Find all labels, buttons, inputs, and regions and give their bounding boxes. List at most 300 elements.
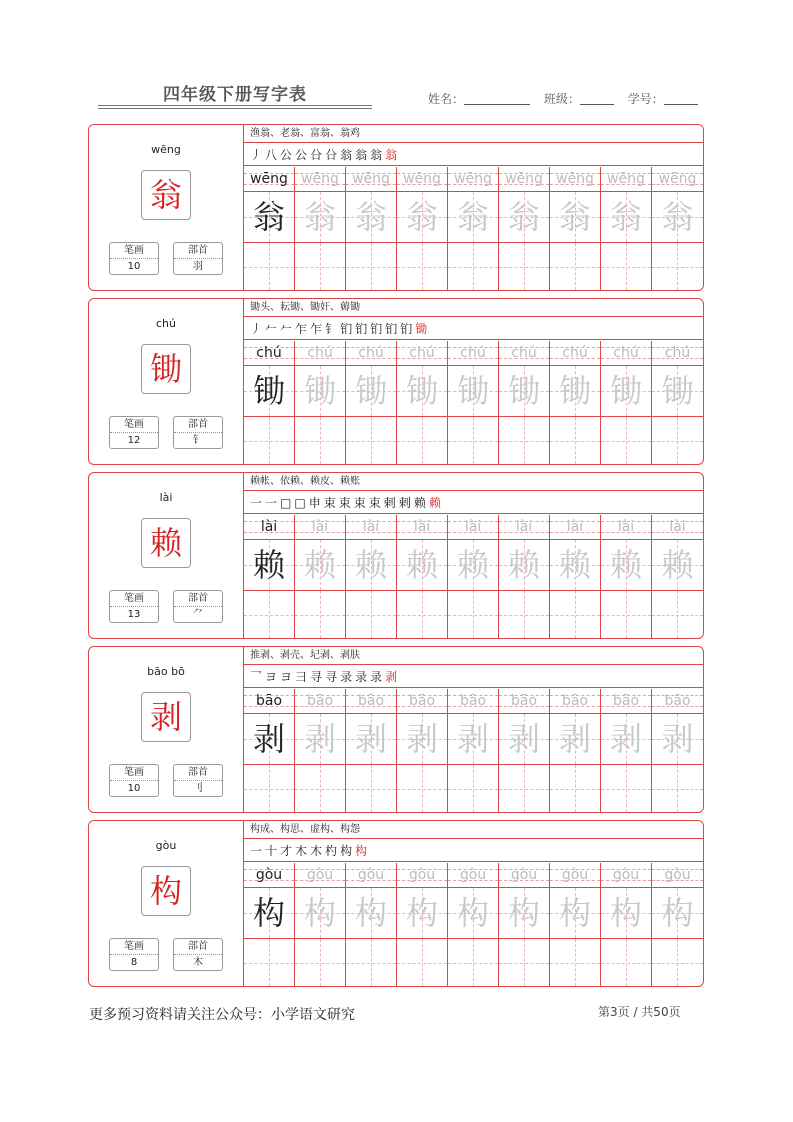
pinyin-trace: gòu — [510, 867, 538, 883]
pinyin-trace: lài — [413, 519, 431, 535]
pinyin-cell[interactable] — [244, 167, 295, 191]
char-trace: 翁 — [303, 198, 336, 236]
stroke-step: 束 — [368, 496, 384, 510]
char-cell[interactable] — [499, 540, 550, 590]
grid-guide — [397, 441, 447, 442]
practice-cell[interactable] — [652, 765, 703, 812]
character-card — [88, 646, 704, 813]
word-examples: 渔翁、老翁、富翁、翁鸡 — [244, 125, 703, 143]
stroke-step: 翁 — [355, 148, 371, 162]
stroke-count-box — [109, 242, 159, 275]
grid-guide — [244, 963, 294, 964]
character-card — [88, 124, 704, 291]
pinyin-cell[interactable] — [448, 341, 499, 365]
character-card — [88, 298, 704, 465]
number-blank[interactable] — [664, 92, 698, 105]
grid-guide — [295, 789, 345, 790]
char-cell[interactable] — [652, 366, 703, 416]
practice-cell[interactable] — [295, 591, 346, 638]
grid-guide — [397, 615, 447, 616]
char-cell[interactable] — [346, 192, 397, 242]
grid-guide — [499, 789, 549, 790]
name-blank[interactable] — [464, 92, 530, 105]
char-trace: 构 — [405, 894, 438, 932]
stroke-step: 木 — [310, 844, 326, 858]
pinyin-cell[interactable] — [652, 167, 703, 191]
stroke-count-value: 10 — [127, 783, 141, 794]
char-cell[interactable] — [346, 540, 397, 590]
char-model: 构 — [252, 894, 285, 932]
stroke-step: 彐 — [295, 670, 311, 684]
practice-cell[interactable] — [346, 591, 397, 638]
char-cell[interactable] — [295, 192, 346, 242]
pinyin-cell[interactable] — [244, 515, 295, 539]
char-trace: 锄 — [354, 372, 387, 410]
stroke-step: 乍 — [310, 322, 326, 336]
name-label: 姓名： — [428, 92, 465, 106]
pinyin-trace: lài — [566, 519, 584, 535]
practice-cell[interactable] — [448, 765, 499, 812]
pinyin-cell[interactable] — [295, 863, 346, 887]
char-cell[interactable] — [499, 714, 550, 764]
char-cell[interactable] — [397, 192, 448, 242]
char-trace-row — [244, 366, 703, 417]
practice-cell[interactable] — [499, 417, 550, 464]
grid-guide — [448, 267, 498, 268]
grid-guide — [499, 267, 549, 268]
pinyin-trace: bāo — [612, 693, 640, 709]
char-cell[interactable] — [244, 714, 295, 764]
char-trace: 赖 — [303, 546, 336, 584]
pinyin-trace: chú — [562, 345, 588, 361]
practice-cell[interactable] — [346, 765, 397, 812]
grid-guide — [244, 789, 294, 790]
radical-box — [173, 938, 223, 971]
pinyin-cell[interactable] — [295, 167, 346, 191]
pinyin-cell[interactable] — [550, 167, 601, 191]
char-cell[interactable] — [499, 888, 550, 938]
radical-value: ⺈ — [193, 609, 203, 620]
char-cell[interactable] — [397, 888, 448, 938]
stroke-order — [244, 492, 703, 514]
practice-cell[interactable] — [346, 417, 397, 464]
stroke-step: 翁 — [340, 148, 356, 162]
pinyin-cell[interactable] — [397, 515, 448, 539]
stroke-step: 丿 — [250, 148, 266, 162]
stroke-step: 一 — [250, 844, 266, 858]
grid-guide — [448, 789, 498, 790]
char-cell[interactable] — [244, 192, 295, 242]
char-cell[interactable] — [346, 714, 397, 764]
pinyin-trace: wēng — [403, 171, 441, 187]
pinyin-trace: lài — [617, 519, 635, 535]
practice-panel — [244, 473, 703, 638]
practice-cell[interactable] — [652, 591, 703, 638]
pinyin-cell[interactable] — [448, 167, 499, 191]
stroke-step: 乛 — [250, 670, 266, 684]
char-pinyin: chú — [156, 317, 176, 330]
pinyin-cell[interactable] — [601, 515, 652, 539]
pinyin-trace: wēng — [658, 171, 697, 187]
char-trace: 剥 — [507, 720, 540, 758]
grid-guide — [499, 441, 549, 442]
char-trace: 构 — [303, 894, 336, 932]
char-info-panel — [89, 299, 244, 464]
stroke-step: 录 — [340, 670, 356, 684]
pinyin-trace: bāo — [357, 693, 385, 709]
pinyin-cell[interactable] — [550, 863, 601, 887]
practice-cell[interactable] — [499, 243, 550, 290]
char-trace: 翁 — [456, 198, 489, 236]
practice-cell[interactable] — [244, 939, 295, 986]
practice-panel — [244, 647, 703, 812]
char-trace: 翁 — [507, 198, 540, 236]
pinyin-row — [244, 689, 703, 714]
stroke-step: 赖 — [413, 496, 429, 510]
practice-cell[interactable] — [244, 591, 295, 638]
grid-guide — [550, 615, 600, 616]
pinyin-row — [244, 341, 703, 366]
char-cell[interactable] — [448, 540, 499, 590]
practice-cell[interactable] — [550, 417, 601, 464]
pinyin-cell[interactable] — [448, 863, 499, 887]
pinyin-cell[interactable] — [448, 689, 499, 713]
stroke-step: 录 — [355, 670, 371, 684]
practice-cell[interactable] — [499, 591, 550, 638]
pinyin-cell[interactable] — [652, 515, 703, 539]
char-cell[interactable] — [448, 888, 499, 938]
char-info-panel — [89, 647, 244, 812]
pinyin-trace: chú — [664, 345, 691, 361]
char-cell[interactable] — [601, 192, 652, 242]
pinyin-trace: chú — [307, 345, 333, 361]
practice-cell[interactable] — [244, 417, 295, 464]
practice-cell[interactable] — [550, 939, 601, 986]
stroke-step: 剥 — [385, 670, 401, 684]
grid-guide — [601, 441, 651, 442]
pinyin-cell[interactable] — [295, 341, 346, 365]
char-trace: 剥 — [661, 720, 694, 758]
stroke-step: 钔 — [340, 322, 356, 336]
pinyin-trace: bāo — [306, 693, 334, 709]
practice-cell[interactable] — [448, 417, 499, 464]
pinyin-trace: lài — [362, 519, 380, 535]
pinyin-cell[interactable] — [499, 167, 550, 191]
practice-cell[interactable] — [652, 417, 703, 464]
practice-cell[interactable] — [397, 591, 448, 638]
stroke-count-label: 笔画 — [110, 243, 158, 259]
pinyin-cell[interactable] — [244, 863, 295, 887]
pinyin-cell[interactable] — [601, 863, 652, 887]
class-blank[interactable] — [580, 92, 614, 105]
radical-label: 部首 — [174, 591, 222, 607]
char-model: 剥 — [252, 720, 285, 758]
stroke-step: 赖 — [428, 496, 444, 510]
practice-cell[interactable] — [295, 417, 346, 464]
page-number: 第3页 / 共50页 — [598, 1005, 681, 1019]
pinyin-model: lài — [260, 519, 278, 535]
stroke-step: 八 — [265, 148, 281, 162]
char-cell[interactable] — [499, 192, 550, 242]
pinyin-cell[interactable] — [397, 863, 448, 887]
pinyin-cell[interactable] — [346, 167, 397, 191]
char-cell[interactable] — [346, 366, 397, 416]
practice-cell[interactable] — [499, 765, 550, 812]
page-title: 四年级下册写字表 — [163, 85, 307, 105]
practice-cell[interactable] — [295, 243, 346, 290]
pinyin-cell[interactable] — [550, 515, 601, 539]
pinyin-cell[interactable] — [295, 689, 346, 713]
char-pinyin: lài — [159, 491, 173, 504]
pinyin-cell[interactable] — [244, 689, 295, 713]
grid-guide — [601, 963, 651, 964]
char-trace: 构 — [558, 894, 591, 932]
char-trace: 剥 — [354, 720, 387, 758]
char-trace: 锄 — [609, 372, 642, 410]
char-cell[interactable] — [295, 366, 346, 416]
practice-cell[interactable] — [601, 765, 652, 812]
pinyin-row — [244, 167, 703, 192]
char-cell[interactable] — [601, 888, 652, 938]
char-cell[interactable] — [601, 714, 652, 764]
radical-value: 羽 — [193, 261, 203, 272]
char-cell[interactable] — [244, 366, 295, 416]
char-display: 翁 — [141, 170, 191, 220]
char-cell[interactable] — [652, 540, 703, 590]
grid-guide — [346, 615, 396, 616]
char-trace-row — [244, 540, 703, 591]
char-cell[interactable] — [601, 540, 652, 590]
char-cell[interactable] — [550, 192, 601, 242]
pinyin-cell[interactable] — [397, 689, 448, 713]
practice-cell[interactable] — [499, 939, 550, 986]
char-trace: 赖 — [507, 546, 540, 584]
char-info-panel — [89, 821, 244, 986]
stroke-count-label: 笔画 — [110, 591, 158, 607]
pinyin-trace: lài — [464, 519, 482, 535]
pinyin-cell[interactable] — [601, 689, 652, 713]
pinyin-cell[interactable] — [244, 341, 295, 365]
practice-cell[interactable] — [397, 243, 448, 290]
char-display: 构 — [141, 866, 191, 916]
practice-cell[interactable] — [550, 591, 601, 638]
stroke-order — [244, 144, 703, 166]
stroke-step: 寻 — [325, 670, 341, 684]
pinyin-cell[interactable] — [295, 515, 346, 539]
practice-cell[interactable] — [346, 939, 397, 986]
grid-guide — [346, 963, 396, 964]
grid-guide — [652, 441, 703, 442]
char-trace: 构 — [354, 894, 387, 932]
practice-cell[interactable] — [295, 765, 346, 812]
char-trace: 赖 — [558, 546, 591, 584]
grid-guide — [448, 441, 498, 442]
pinyin-trace: bāo — [408, 693, 436, 709]
char-cell[interactable] — [499, 366, 550, 416]
char-cell[interactable] — [448, 714, 499, 764]
page-header — [0, 78, 793, 114]
char-trace: 构 — [507, 894, 540, 932]
pinyin-cell[interactable] — [346, 515, 397, 539]
pinyin-cell[interactable] — [652, 863, 703, 887]
char-cell[interactable] — [244, 888, 295, 938]
char-cell[interactable] — [550, 714, 601, 764]
pinyin-cell[interactable] — [601, 341, 652, 365]
pinyin-trace: wēng — [607, 171, 645, 187]
student-fields — [428, 90, 698, 107]
pinyin-cell[interactable] — [397, 167, 448, 191]
stroke-step: 束 — [323, 496, 339, 510]
pinyin-cell[interactable] — [346, 689, 397, 713]
practice-cell[interactable] — [601, 243, 652, 290]
pinyin-trace: gòu — [459, 867, 487, 883]
practice-cell[interactable] — [448, 939, 499, 986]
char-pinyin: bāo bō — [147, 665, 185, 678]
grid-guide — [499, 963, 549, 964]
char-trace: 翁 — [558, 198, 591, 236]
practice-cell[interactable] — [550, 243, 601, 290]
practice-cell[interactable] — [448, 243, 499, 290]
char-cell[interactable] — [295, 540, 346, 590]
char-cell[interactable] — [601, 366, 652, 416]
grid-guide — [550, 441, 600, 442]
practice-cell[interactable] — [397, 939, 448, 986]
char-cell[interactable] — [652, 192, 703, 242]
char-display: 剥 — [141, 692, 191, 742]
radical-value: 木 — [193, 957, 203, 968]
practice-cell[interactable] — [295, 939, 346, 986]
stroke-count-value: 12 — [127, 435, 141, 446]
stroke-step: 申 — [308, 496, 324, 510]
grid-guide — [601, 267, 651, 268]
practice-cell[interactable] — [601, 939, 652, 986]
stroke-count-label: 笔画 — [110, 417, 158, 433]
char-trace: 锄 — [507, 372, 540, 410]
pinyin-cell[interactable] — [499, 341, 550, 365]
practice-cell[interactable] — [244, 765, 295, 812]
char-cell[interactable] — [295, 714, 346, 764]
char-cell[interactable] — [244, 540, 295, 590]
char-cell[interactable] — [448, 192, 499, 242]
char-cell[interactable] — [397, 714, 448, 764]
stroke-count-box — [109, 938, 159, 971]
stroke-count-box — [109, 764, 159, 797]
practice-cell[interactable] — [652, 243, 703, 290]
char-trace: 构 — [661, 894, 694, 932]
char-cell[interactable] — [652, 888, 703, 938]
practice-cell[interactable] — [601, 591, 652, 638]
char-trace: 赖 — [354, 546, 387, 584]
practice-cell[interactable] — [397, 417, 448, 464]
char-cell[interactable] — [652, 714, 703, 764]
pinyin-cell[interactable] — [448, 515, 499, 539]
pinyin-cell[interactable] — [550, 689, 601, 713]
pinyin-cell[interactable] — [652, 689, 703, 713]
pinyin-cell[interactable] — [499, 689, 550, 713]
practice-cell[interactable] — [550, 765, 601, 812]
stroke-order — [244, 666, 703, 688]
pinyin-trace: bāo — [459, 693, 487, 709]
radical-label: 部首 — [174, 765, 222, 781]
stroke-step: 构 — [355, 844, 371, 858]
pinyin-cell[interactable] — [499, 515, 550, 539]
char-display: 赖 — [141, 518, 191, 568]
char-trace-row — [244, 888, 703, 939]
practice-cell[interactable] — [601, 417, 652, 464]
grid-guide — [499, 615, 549, 616]
stroke-step: 乍 — [295, 322, 311, 336]
stroke-count-label: 笔画 — [110, 939, 158, 955]
grid-guide — [550, 963, 600, 964]
pinyin-cell[interactable] — [346, 341, 397, 365]
grid-guide — [244, 615, 294, 616]
stroke-step: 钔 — [400, 322, 416, 336]
pinyin-trace: gòu — [561, 867, 589, 883]
char-cell[interactable] — [397, 540, 448, 590]
stroke-step: 杓 — [325, 844, 341, 858]
char-trace: 剥 — [456, 720, 489, 758]
char-cell[interactable] — [550, 540, 601, 590]
stroke-count-box — [109, 416, 159, 449]
char-cell[interactable] — [448, 366, 499, 416]
pinyin-cell[interactable] — [652, 341, 703, 365]
char-cell[interactable] — [295, 888, 346, 938]
char-cell[interactable] — [397, 366, 448, 416]
number-label: 学号： — [627, 92, 664, 106]
char-trace: 翁 — [405, 198, 438, 236]
stroke-count-value: 13 — [127, 609, 141, 620]
char-cell[interactable] — [346, 888, 397, 938]
stroke-step: 𠂉 — [280, 322, 296, 336]
pinyin-row — [244, 863, 703, 888]
pinyin-trace: chú — [460, 345, 486, 361]
pinyin-cell[interactable] — [499, 863, 550, 887]
character-card — [88, 820, 704, 987]
char-trace: 构 — [609, 894, 642, 932]
radical-label: 部首 — [174, 939, 222, 955]
radical-box — [173, 590, 223, 623]
practice-cell[interactable] — [448, 591, 499, 638]
character-card — [88, 472, 704, 639]
pinyin-cell[interactable] — [601, 167, 652, 191]
pinyin-trace: bāo — [664, 693, 691, 709]
grid-guide — [346, 441, 396, 442]
stroke-step: 㕣 — [310, 148, 326, 162]
pinyin-trace: wēng — [505, 171, 543, 187]
pinyin-cell[interactable] — [346, 863, 397, 887]
practice-cell[interactable] — [397, 765, 448, 812]
stroke-step: 构 — [340, 844, 356, 858]
practice-cell[interactable] — [652, 939, 703, 986]
pinyin-cell[interactable] — [397, 341, 448, 365]
char-cell[interactable] — [550, 366, 601, 416]
grid-guide — [448, 963, 498, 964]
practice-panel — [244, 821, 703, 986]
radical-box — [173, 764, 223, 797]
char-trace: 构 — [456, 894, 489, 932]
grid-guide — [652, 789, 703, 790]
char-trace: 锄 — [558, 372, 591, 410]
practice-cell[interactable] — [346, 243, 397, 290]
char-cell[interactable] — [550, 888, 601, 938]
practice-cell[interactable] — [244, 243, 295, 290]
pinyin-trace: wēng — [556, 171, 594, 187]
grid-guide — [244, 267, 294, 268]
char-trace: 翁 — [354, 198, 387, 236]
pinyin-cell[interactable] — [550, 341, 601, 365]
grid-guide — [295, 615, 345, 616]
pinyin-trace: chú — [358, 345, 384, 361]
